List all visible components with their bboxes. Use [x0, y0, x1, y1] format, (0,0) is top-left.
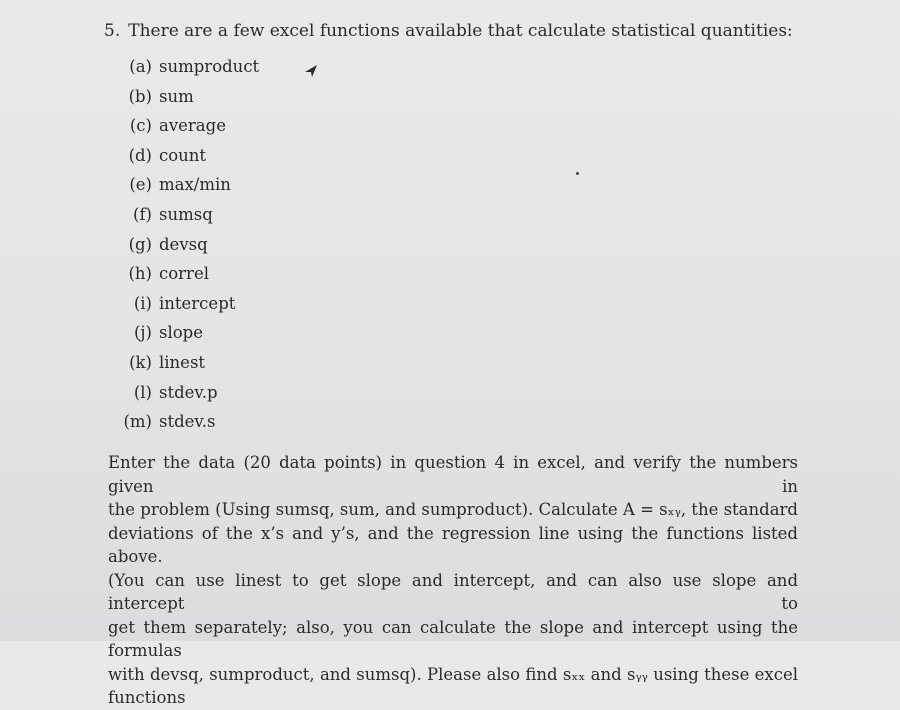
list-item: (d) count [128, 145, 207, 165]
list-item: (j) slope [134, 323, 204, 343]
question-number: 5. [104, 21, 121, 41]
paragraph-line: deviations of the x’s and y’s, and the regression line using the functions listed above. [108, 523, 798, 566]
function-list [116, 55, 516, 440]
instructions-paragraph [108, 451, 798, 710]
paragraph-line: the problem (Using sumsq, sum, and sumproduct). Calculate A = sₓᵧ, the standard [108, 500, 798, 519]
paragraph-line: (You can use linest to get slope and intercept, and can also use slope and intercept to [108, 570, 798, 613]
paragraph-line: functions [108, 688, 186, 707]
list-item: (a) sumproduct [129, 57, 260, 76]
list-item: (f) sumsq [133, 204, 213, 224]
list-item: (h) correl [128, 264, 209, 284]
speck-mark [576, 172, 579, 175]
paragraph-line: get them separately; also, you can calculate the slope and intercept using the formulas [108, 617, 798, 660]
list-item: (l) stdev.p [133, 382, 218, 402]
list-item: (m) stdev.s [123, 412, 216, 432]
list-item: (e) max/min [129, 175, 231, 195]
list-item: (i) intercept [133, 293, 236, 313]
list-item: (g) devsq [128, 234, 208, 254]
question-heading [104, 20, 884, 42]
paragraph-line: Enter the data (20 data points) in question 4 in excel, and verify the numbers given in [108, 453, 798, 496]
list-item: (c) average [129, 116, 226, 136]
list-item: (b) sum [128, 86, 194, 106]
paragraph-line: with devsq, sumproduct, and sumsq). Please also find sₓₓ and sᵧᵧ using these excel [108, 664, 798, 684]
list-item: (k) linest [129, 352, 206, 372]
question-text: There are a few excel functions available that calculate statistical quantities: [128, 21, 793, 41]
